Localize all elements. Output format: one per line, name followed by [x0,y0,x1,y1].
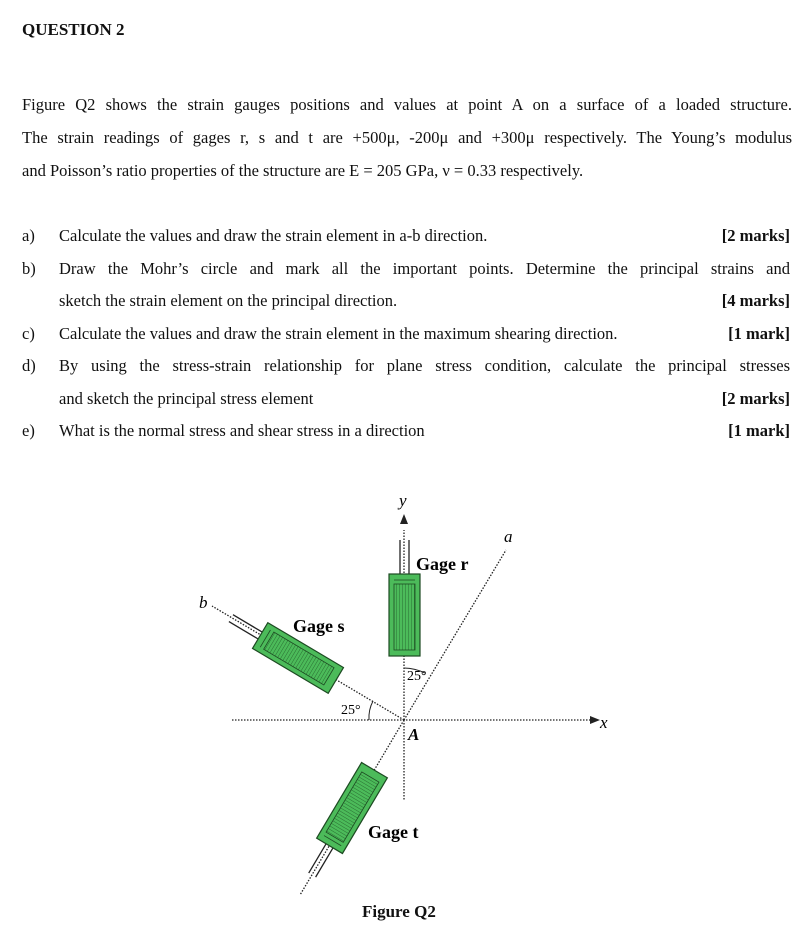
question-text: and sketch the principal stress element [59,388,314,408]
x-axis-arrow-icon [590,716,600,724]
angle-s-label: 25° [341,703,361,718]
question-marks: [1 mark] [728,323,790,343]
question-text: Calculate the values and draw the strain element in a-b direction. [59,226,488,245]
y-axis-arrow-icon [400,514,408,524]
gage-r-label: Gage r [416,554,469,574]
gage-s-label: Gage s [293,616,345,636]
question-text: By using the stress-strain relationship for plane stress condition, calculate the principal stresses [59,356,790,375]
question-label: d) [22,356,36,375]
x-axis-label: x [600,713,608,732]
question-marks: [4 marks] [721,291,790,310]
question-heading: QUESTION 2 [22,20,125,39]
question-text: Draw the Mohr’s circle and mark all the important points. Determine the principal strains and [59,258,790,278]
question-text: sketch the strain element on the principal direction. [59,291,398,310]
angle-r-label: 25° [407,669,427,684]
gage-t-label: Gage t [368,822,419,842]
intro-line-3: and Poisson’s ratio properties of the structure are E = 205 GPa, ν = 0.33 respectively. [22,161,584,180]
intro-line-2: The strain readings of gages r, s and t are +500μ, -200μ and +300μ respectively. The Young’s modulus [22,128,792,147]
question-label: c) [22,323,35,343]
y-axis-label: y [399,491,407,510]
point-a-label: A [408,725,420,744]
b-axis-label: b [199,593,208,612]
question-marks: [1 mark] [728,421,790,440]
angle-arc-s [369,701,373,720]
intro-line-1: Figure Q2 shows the strain gauges positions and values at point A on a surface of a loaded structure. [22,95,792,114]
question-label: a) [22,226,35,245]
figure-caption: Figure Q2 [362,902,436,921]
question-label: e) [22,421,35,440]
question-text: Calculate the values and draw the strain element in the maximum shearing direction. [59,323,618,343]
question-label: b) [22,258,36,278]
question-text: What is the normal stress and shear stress in a direction [59,421,425,440]
a-axis-label: a [504,527,513,546]
question-marks: [2 marks] [721,226,790,245]
question-marks: [2 marks] [721,388,790,408]
